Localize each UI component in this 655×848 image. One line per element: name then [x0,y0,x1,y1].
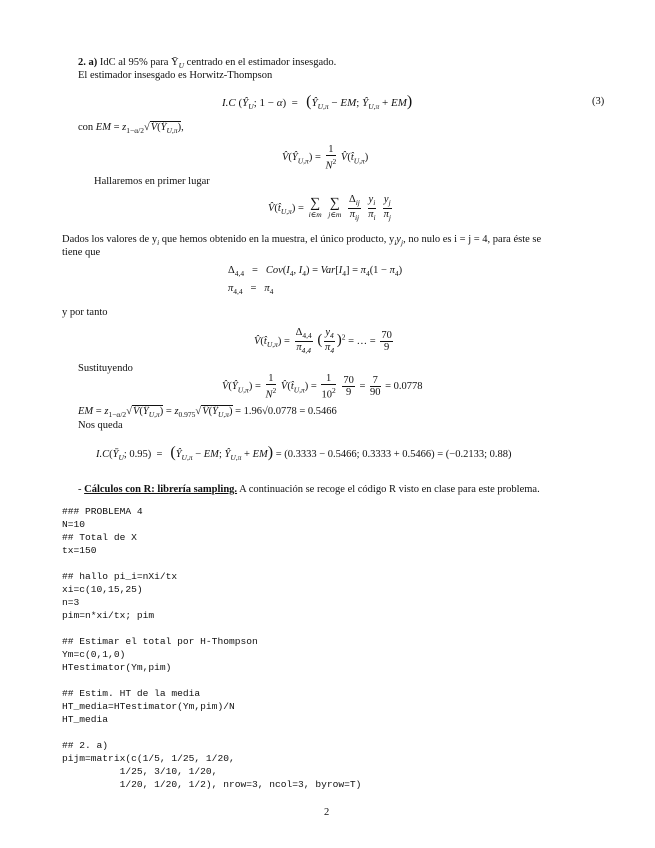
code-line: n=3 [62,597,80,608]
equation-3: I.C ($Ŷ_U$; $1 - \alpha) = (Ŷ_{U,\pi}$ − EM; $Ŷ_{U,\pi} + EM$) [222,93,413,112]
section-heading: 2. a) IdC al 95% para $Ȳ_U$ centrado en el estimador insesgado. [78,57,337,71]
dados-paragraph: Dados los valores de $y_i$ que hemos obtenido en la muestra, el único producto, $y_iy_j$, no nulo es i = j = 4, para éste se [62,234,542,248]
final-interval: $I.C(Ȳ_U$; $0.95) = (Ŷ_{U,\pi}$ − EM; $Ŷ_{U,\pi} + EM) = (0.3333 - 0.5466$; 0.3333 + 0.5466) = (−0.2133; 0.88) [96,444,512,463]
calculos-heading: - Cálculos con R: librería sampling. A continuación se recoge el código R visto en clase para este problema. [78,484,540,495]
code-line: ## 2. a) [62,740,109,751]
substitution-equation: $V̂(Ŷ_{U,\pi})$ = $\frac{1}{N^2}$ $V̂(t̂_{U,\pi})$ = $\frac{1}{10^2}$ $\frac{70}{9}$ = $\frac{7}{90}$ = 0.0778 [222,373,423,401]
pi-equation: $\pi_{4,4} = \pi_4$ [228,283,274,297]
em-value: EM = $z_{1-\alpha/2}√V̂(Ŷ_{U,\pi})$ = $z_{0.975}√V̂(Ŷ_{U,\pi}) = 1.96√0.0778 = 0.5466$ [78,406,337,420]
code-line: ## Estim. HT de la media [62,688,201,699]
vt-equation: $V̂(t̂_{U,\pi})$ = $\frac{\Delta_{4,4}}{\pi_{4,4}}$ ( $\frac{y_4}{\pi_4}$ )$^2$ = … = $\frac{70}{9}$ [254,327,392,356]
sustituyendo: Sustituyendo [78,363,133,374]
page-number: 2 [324,807,330,818]
code-line: HT_media [62,714,109,725]
code-line: HTestimator(Ym,pim) [62,662,172,673]
code-line: N=10 [62,519,86,530]
code-line: ## Total de X [62,532,137,543]
nos-queda: Nos queda [78,420,123,431]
code-line: ## Estimar el total por H-Thompson [62,636,258,647]
estimator-line: El estimador insesgado es Horwitz-Thompson [78,70,273,81]
sum-equation: $V̂(t̂_{U,\pi})$ = ∑ i∈m ∑ j∈m $\frac{\Delta_{ij}}{\pi_{ij}}$ $\frac{y_i}{\pi_i}$ $\frac{y_j}{\pi_j}$ [268,194,391,223]
code-line: 1/25, 3/10, 1/20, [62,766,218,777]
code-line: HT_media=HTestimator(Ym,pim)/N [62,701,235,712]
variance-equation: $V̂(Ŷ_{U,\pi})$ = $\frac{1}{N^2}$ $V̂(t̂_{U,\pi})$ [282,144,369,172]
code-line: xi=c(10,15,25) [62,584,143,595]
code-line: tx=150 [62,545,97,556]
code-line: pijm=matrix(c(1/5, 1/25, 1/20, [62,753,235,764]
equation-number: (3) [592,96,605,107]
tiene-que: tiene que [62,247,101,258]
code-line: 1/20, 1/20, 1/2), nrow=3, ncol=3, byrow=T) [62,779,362,790]
code-line: ## hallo pi_i=nXi/tx [62,571,178,582]
hallaremos-text: Hallaremos en primer lugar [94,176,210,187]
code-line: pim=n*xi/tx; pim [62,610,155,621]
em-definition: con EM = $z_{1-\alpha/2}√V̂(Ŷ_{U,\pi})$, [78,122,184,136]
delta-equation: $\Delta_{4,4} = Cov(I_4$, $I_4) = Var[I_4] = \pi_4(1 - \pi_4)$ [228,265,403,279]
y-por-tanto: y por tanto [62,307,108,318]
code-line: ### PROBLEMA 4 [62,506,143,517]
code-line: Ym=c(0,1,0) [62,649,126,660]
